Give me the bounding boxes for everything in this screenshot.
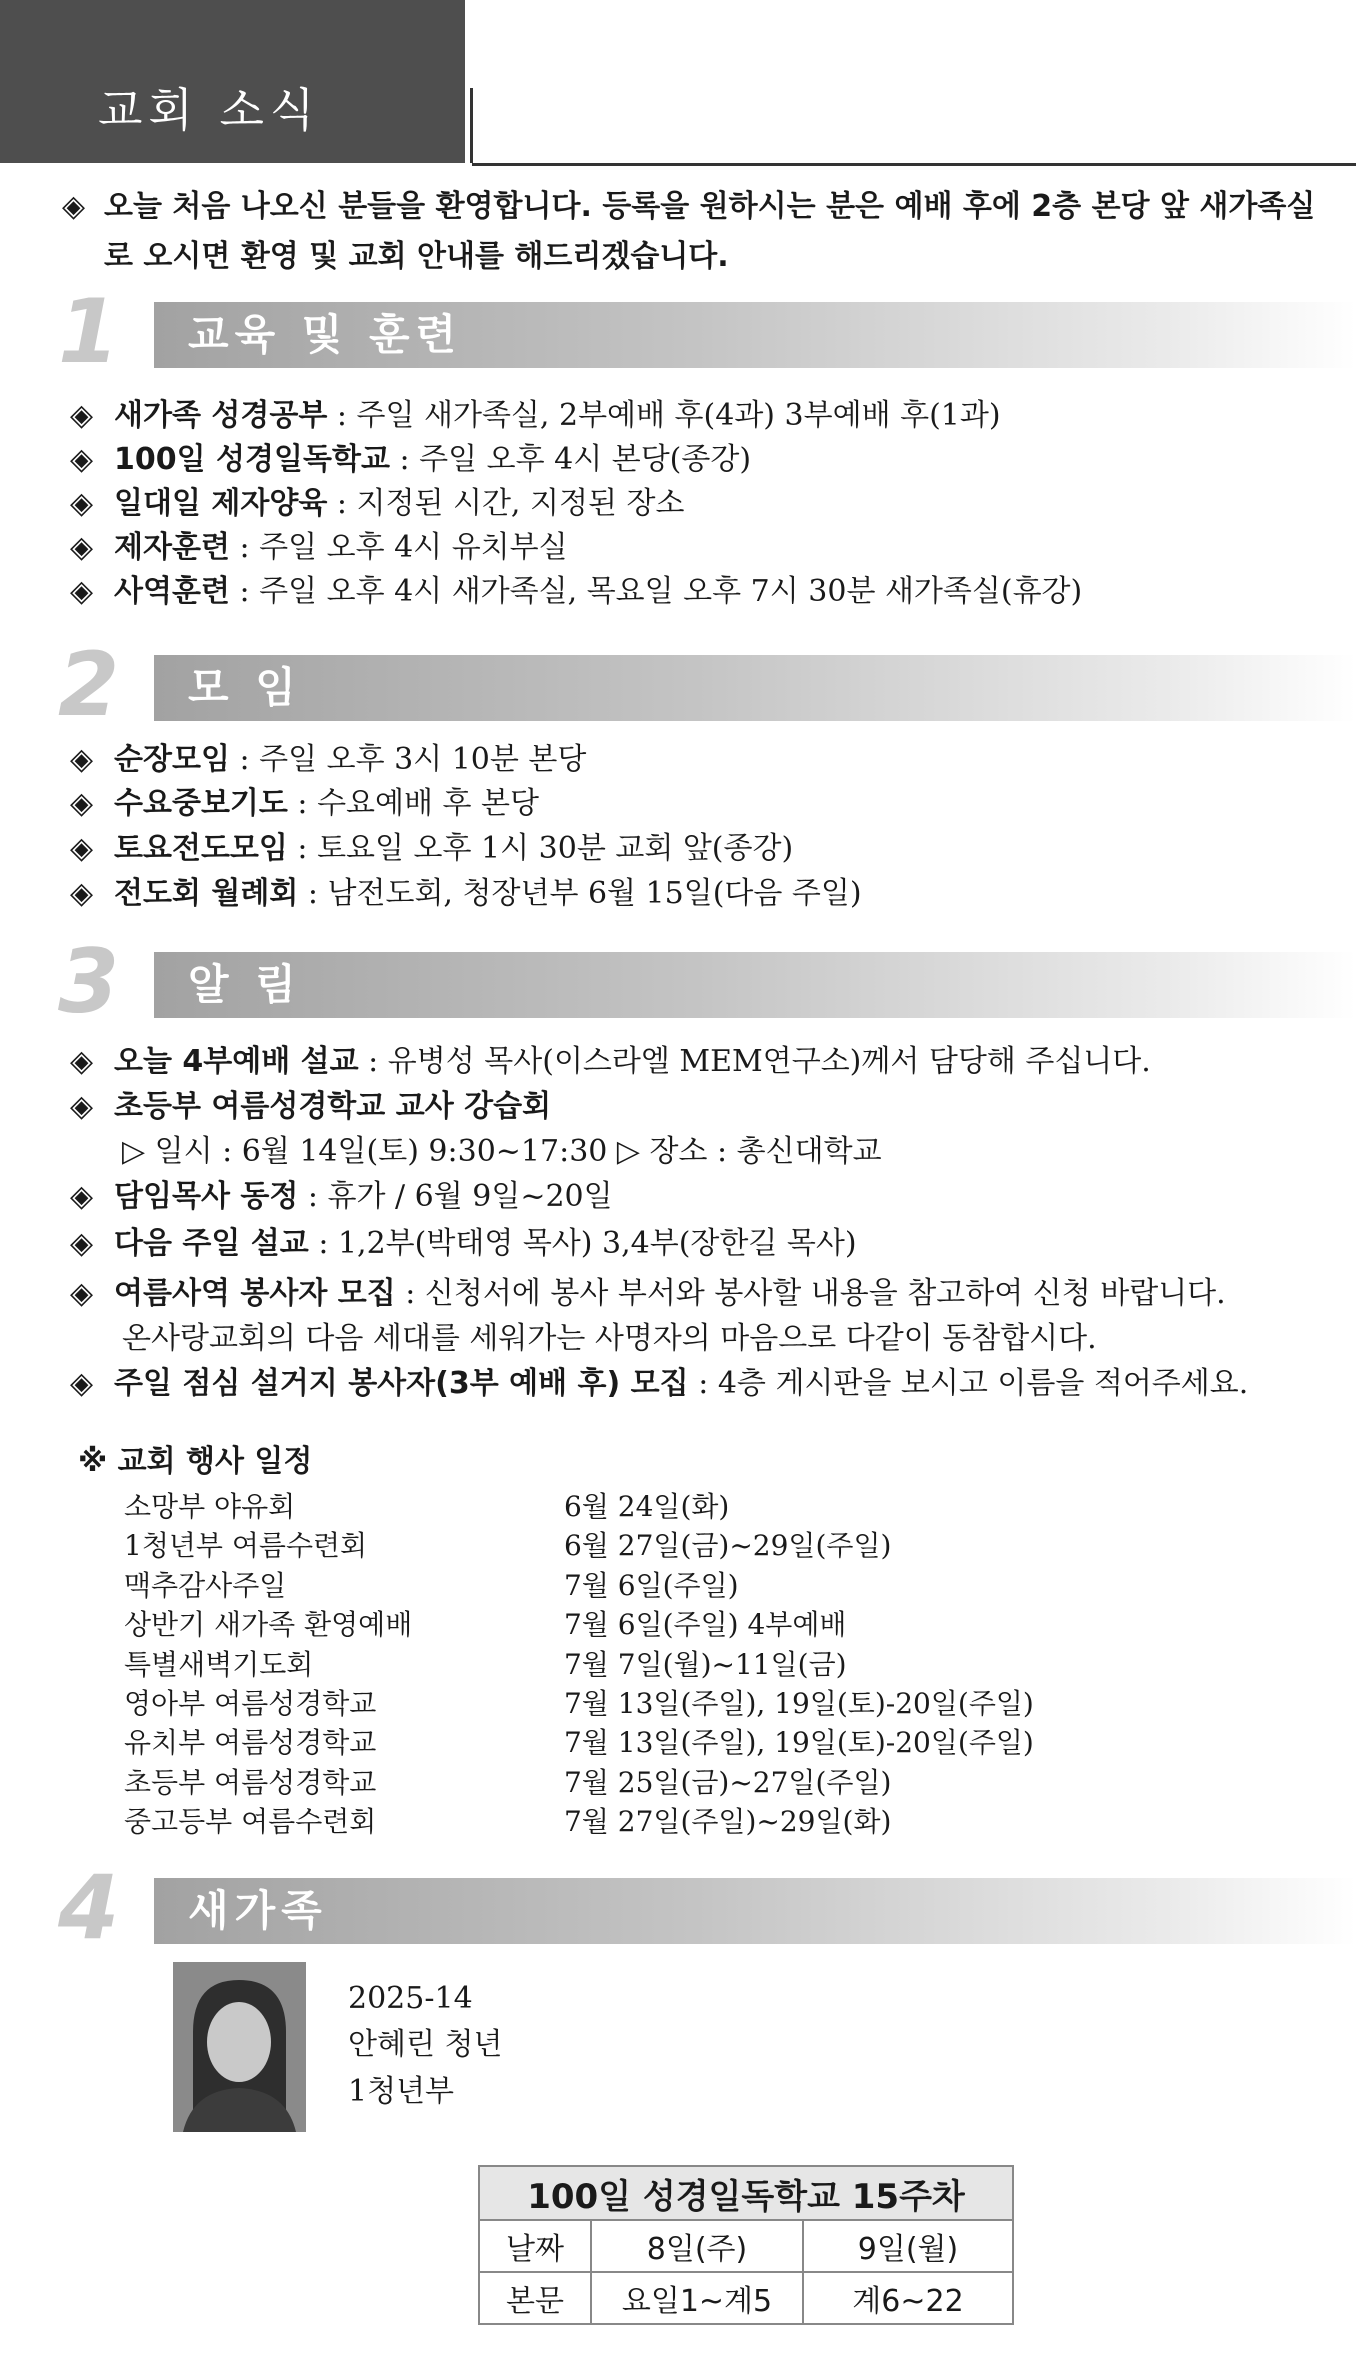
list-item: ◈ 수요중보기도 : 수요예배 후 본당 (70, 782, 1340, 826)
section-header-meetings (58, 633, 1356, 736)
section-number: 2 (58, 633, 120, 736)
header-divider-vertical (470, 88, 473, 163)
list-item: ◈ 초등부 여름성경학교 교사 강습회 (70, 1085, 1340, 1129)
diamond-bullet-icon: ◈ (70, 1276, 94, 1311)
new-member-name: 안혜린 청년 (348, 2027, 503, 2062)
list-item: ◈ 토요전도모임 : 토요일 오후 1시 30분 교회 앞(종강) (70, 827, 1340, 871)
diamond-bullet-icon: ◈ (70, 1226, 94, 1261)
section-bar (154, 655, 1356, 721)
section-number: 4 (58, 1856, 120, 1959)
list-item: ◈ 여름사역 봉사자 모집 : 신청서에 봉사 부서와 봉사할 내용을 참고하여 신청 바랍니다. (70, 1272, 1340, 1316)
section-title: 알 림 (188, 960, 302, 1009)
new-member-photo (173, 1962, 306, 2132)
list-item: ◈ 100일 성경일독학교 : 주일 오후 4시 본당(종강) (70, 438, 1340, 482)
notice-sub-line: 온사랑교회의 다음 세대를 세워가는 사명자의 마음으로 다같이 동참합시다. (122, 1321, 1097, 1356)
table-title: 100일 성경일독학교 15주차 (479, 2166, 1013, 2220)
section-number: 1 (58, 280, 120, 383)
section-header-new-family (58, 1856, 1356, 1959)
diamond-bullet-icon: ◈ (70, 574, 94, 609)
list-item: ◈ 새가족 성경공부 : 주일 새가족실, 2부예배 후(4과) 3부예배 후(1과) (70, 394, 1340, 438)
table-row: 날짜 8일(주) 9일(월) (479, 2220, 1013, 2272)
list-item: ◈ 순장모임 : 주일 오후 3시 10분 본당 (70, 738, 1340, 782)
diamond-bullet-icon: ◈ (70, 1089, 94, 1124)
list-item: ◈ 제자훈련 : 주일 오후 4시 유치부실 (70, 526, 1340, 570)
portrait-icon (173, 1962, 306, 2132)
diamond-bullet-icon: ◈ (70, 876, 94, 911)
diamond-bullet-icon: ◈ (70, 831, 94, 866)
list-item: ◈ 오늘 4부예배 설교 : 유병성 목사(이스라엘 MEM연구소)께서 담당해 주십니다. (70, 1040, 1340, 1084)
diamond-bullet-icon: ◈ (70, 398, 94, 433)
diamond-bullet-icon: ◈ (70, 1044, 94, 1079)
welcome-line-2: 로 오시면 환영 및 교회 안내를 해드리겠습니다. (104, 239, 729, 274)
diamond-bullet-icon: ◈ (70, 530, 94, 565)
section-bar (154, 952, 1356, 1018)
list-item: ◈ 주일 점심 설거지 봉사자(3부 예배 후) 모집 : 4층 게시판을 보시고 이름을 적어주세요. (70, 1362, 1340, 1406)
page-title: 교회 소식 (98, 83, 321, 137)
section-title: 새가족 (188, 1886, 328, 1935)
diamond-bullet-icon: ◈ (70, 486, 94, 521)
section-header-notices (58, 930, 1356, 1033)
section-number: 3 (58, 930, 120, 1033)
header-divider-horizontal (472, 163, 1356, 166)
list-item: ◈ 담임목사 동정 : 휴가 / 6월 9일~20일 (70, 1175, 1340, 1219)
welcome-line-1: 오늘 처음 나오신 분들을 환영합니다. 등록을 원하시는 분은 예배 후에 2층 본당 앞 새가족실 (104, 189, 1316, 224)
list-item: ◈ 다음 주일 설교 : 1,2부(박태영 목사) 3,4부(장한길 목사) (70, 1222, 1340, 1266)
diamond-bullet-icon: ◈ (62, 189, 86, 224)
table-row (479, 2166, 1013, 2220)
diamond-bullet-icon: ◈ (70, 1366, 94, 1401)
diamond-bullet-icon: ◈ (70, 742, 94, 777)
new-member-dept: 1청년부 (348, 2074, 455, 2109)
section-bar (154, 1878, 1356, 1944)
section-title: 모 임 (188, 663, 302, 712)
welcome-message (62, 182, 1332, 282)
section-title: 교육 및 훈련 (188, 310, 463, 359)
section-header-education (58, 280, 1356, 383)
bible-reading-table (478, 2165, 1014, 2325)
diamond-bullet-icon: ◈ (70, 1179, 94, 1214)
table-row: 본문 요일1~계5 계6~22 (479, 2272, 1013, 2324)
list-item: ◈ 전도회 월례회 : 남전도회, 청장년부 6월 15일(다음 주일) (70, 872, 1340, 916)
diamond-bullet-icon: ◈ (70, 442, 94, 477)
list-item: ◈ 사역훈련 : 주일 오후 4시 새가족실, 목요일 오후 7시 30분 새가족실(휴강) (70, 570, 1340, 614)
new-member-id: 2025-14 (348, 1981, 473, 2016)
schedule-title: ※ 교회 행사 일정 (78, 1444, 313, 1479)
diamond-bullet-icon: ◈ (70, 786, 94, 821)
list-item: ◈ 일대일 제자양육 : 지정된 시간, 지정된 장소 (70, 482, 1340, 526)
notice-sub-line: ▷ 일시 : 6월 14일(토) 9:30~17:30 ▷ 장소 : 총신대학교 (122, 1134, 882, 1169)
